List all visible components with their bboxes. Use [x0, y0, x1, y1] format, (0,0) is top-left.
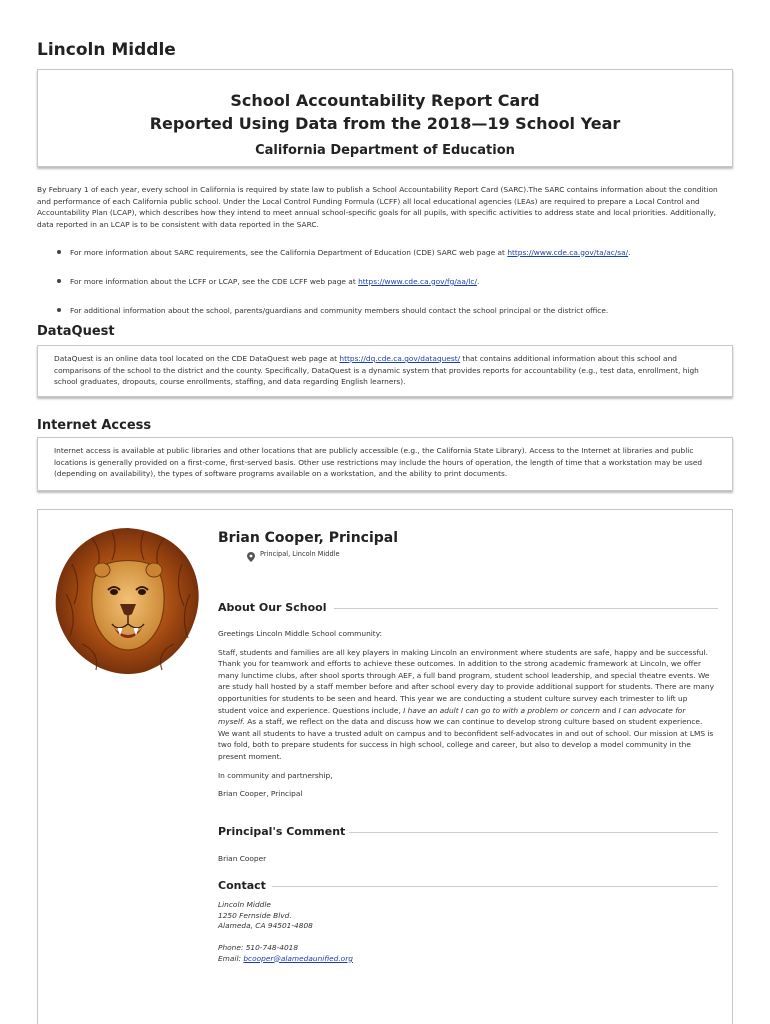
contact-phone-email — [218, 943, 353, 964]
about-quote-1: I have an adult I can go to with a problem or concern — [403, 705, 600, 715]
info-bullet-list — [37, 246, 733, 333]
intro-paragraph: By February 1 of each year, every school in California is required by state law to publish a School Accountability Report Card (SARC).The SARC contains information about the condition and performance of each California public school. Under the Local Control Funding Formula (LCFF) all local educational agencies (LEAs) are required to prepare a Local Control and Accountability Plan (LCAP), which describes how they intend to meet annual school-specific goals for all pupils, with specific activities to address state and local priorities. Additionally, data reported in an LCAP is to be consistent with data reported in the SARC. — [37, 185, 718, 229]
department-name: California Department of Education — [255, 143, 515, 158]
principal-comment-text: Brian Cooper — [218, 854, 267, 863]
dataquest-box — [37, 345, 733, 397]
contact-address — [218, 900, 313, 932]
email-label: Email: — [218, 953, 244, 963]
bullet-dot-icon — [57, 279, 61, 283]
about-school-body — [218, 628, 714, 807]
contact-school-name: Lincoln Middle — [218, 900, 271, 909]
about-school-heading: About Our School — [218, 601, 327, 614]
sarc-link[interactable]: https://www.cde.ca.gov/ta/ac/sa/ — [507, 247, 629, 257]
dataquest-link[interactable]: https://dq.cde.ca.gov/dataquest/ — [339, 354, 461, 363]
contact-street: 1250 Fernside Blvd. — [218, 910, 292, 920]
greeting-text: Greetings Lincoln Middle School community: — [218, 629, 383, 638]
principal-name: Brian Cooper, Principal — [218, 530, 399, 546]
internet-access-text: Internet access is available at public libraries and other locations that are publicly accessible (e.g., the California State Library). Access to the Internet at libraries and public locations is generally provided on a first-come, first-served basis. Other use restrictions may include the hours of operation, the length of time that a workstation may be used (depending on availability), the types of software programs available on a workstation, and the ability to print documents. — [54, 446, 703, 479]
contact-city: Alameda, CA 94501-4808 — [218, 921, 313, 930]
about-text-1: Staff, students and families are all key players in making Lincoln an environment where students are safe, happy and be successful. Thank you for teamwork and efforts to achieve these outcomes. In addition to the strong academic framework at Lincoln, we offer many lunctime clubs, after shool sports through AEF, a full band program, student school leadership, and special theatre events. We are study hall hosted by a staff member before and after school every day to provide additional support for students. There are many opportunities for students to be seen and heard. This year we are conducting a student culture survey each trimester to lift up student voice and experience. Questions include, — [218, 647, 714, 715]
principal-card — [37, 509, 733, 1024]
dataquest-text: DataQuest is an online data tool located on the CDE DataQuest web page at — [54, 354, 340, 363]
school-name-heading: Lincoln Middle — [37, 40, 176, 60]
section-divider — [349, 832, 718, 833]
dataquest-text-cont: that contains additional information about this school and comparisons of the school to the district and the county. Specifically, DataQuest is a dynamic system that provides reports for accountability (e.g., test data, enrollment, high school graduates, dropouts, course enrollments, staffing, and data regarding English learners). — [54, 354, 699, 387]
location-pin-icon — [247, 552, 255, 562]
internet-access-box — [37, 437, 733, 491]
about-text-2: As a staff, we reflect on the data and discuss how we can continue to develop strong culture based on student experience. We want all students to have a trusted adult on campus and to beconfident self-advocates in and out of school. Our mission at LMS is two fold, both to prepare students for success in high school, college and career, but also to develop a model community in the present moment. — [218, 717, 714, 761]
report-title: School Accountability Report Card — [230, 91, 540, 110]
principal-role: Principal, Lincoln Middle — [260, 550, 340, 558]
about-quote-2: I can advocate for myself. — [218, 705, 686, 727]
bullet-text: For additional information about the school, parents/guardians and community members should contact the school principal or the district office. — [70, 305, 609, 315]
contact-heading: Contact — [218, 879, 266, 892]
email-link[interactable]: bcooper@alamedaunified.org — [243, 953, 353, 963]
signature-text: Brian Cooper, Principal — [218, 789, 303, 799]
section-divider — [334, 608, 718, 609]
principal-comment-heading: Principal's Comment — [218, 825, 346, 838]
bullet-text: For more information about the LCFF or LCAP, see the CDE LCFF web page at — [70, 276, 359, 286]
bullet-end: . — [628, 247, 631, 257]
lion-mascot-image — [52, 524, 204, 676]
report-subtitle: Reported Using Data from the 2018—19 School Year — [149, 114, 621, 133]
about-paragraph — [218, 647, 714, 763]
internet-access-heading: Internet Access — [37, 418, 152, 433]
lcff-link[interactable]: https://www.cde.ca.gov/fg/aa/lc/ — [358, 276, 477, 286]
bullet-item — [37, 246, 733, 258]
section-divider — [272, 886, 718, 887]
bullet-end: . — [476, 276, 480, 286]
about-text-and: and — [599, 705, 619, 715]
closing-text: In community and partnership, — [218, 770, 333, 780]
bullet-item — [37, 275, 733, 287]
contact-phone: Phone: 510-748-4018 — [218, 943, 299, 952]
bullet-dot-icon — [57, 250, 61, 254]
bullet-text: For more information about SARC requirements, see the California Department of Education (CDE) SARC web page at — [70, 247, 508, 257]
bullet-item — [37, 304, 733, 316]
report-header-box — [37, 69, 733, 167]
dataquest-heading: DataQuest — [37, 324, 115, 339]
bullet-dot-icon — [57, 308, 61, 312]
